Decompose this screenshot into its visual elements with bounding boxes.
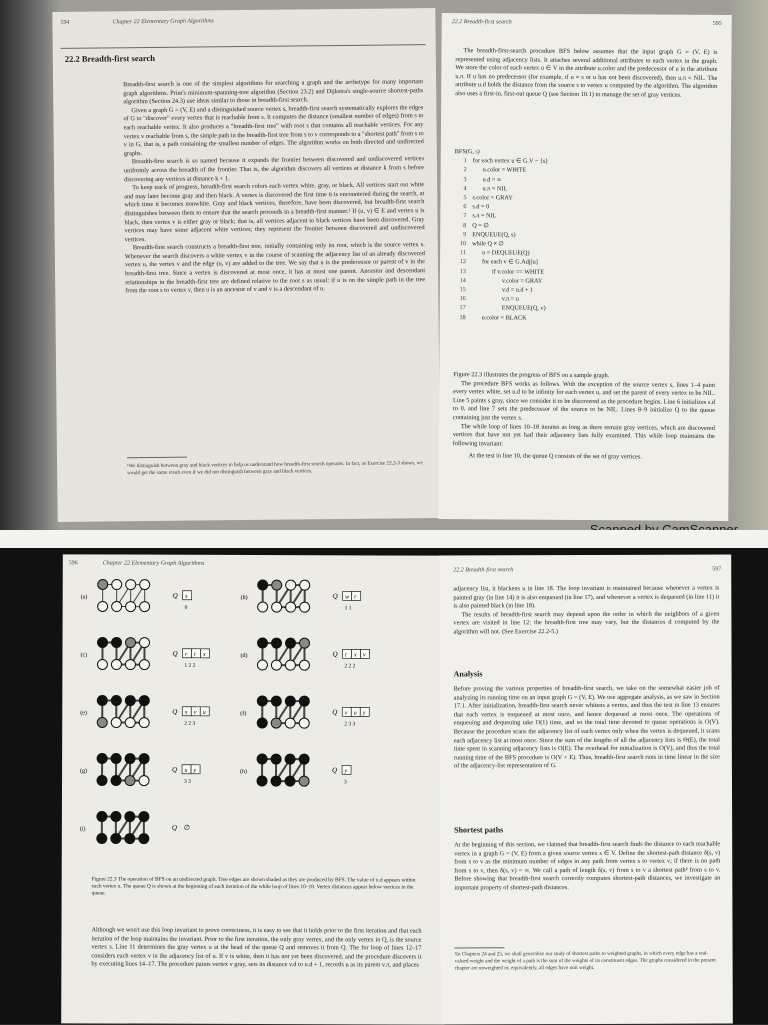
- bfs-panel: [81, 579, 192, 611]
- line-number: 4: [455, 184, 467, 193]
- line-text: v.π = u: [472, 295, 519, 302]
- graph-vertex: [125, 776, 135, 786]
- bfs-panel: [80, 811, 190, 843]
- graph-vertex: [140, 602, 150, 612]
- page-596: [61, 554, 446, 1024]
- queue-label: Q: [172, 824, 177, 832]
- graph-vertex: [299, 718, 309, 728]
- graph-vertex: [125, 718, 135, 728]
- panel-label: (c): [80, 651, 87, 658]
- graph-vertex: [285, 754, 295, 764]
- graph-vertex: [111, 660, 121, 670]
- running-head: Chapter 22 Elementary Graph Algorithms: [103, 560, 205, 566]
- page-number: 595: [713, 21, 722, 27]
- line-number: 7: [454, 212, 466, 221]
- line-number: 6: [454, 202, 466, 211]
- queue-distances: 2 2 3: [184, 721, 195, 727]
- queue-vertex: v: [194, 710, 197, 716]
- graph-vertex: [126, 602, 136, 612]
- graph-vertex: [285, 660, 295, 670]
- line-number: 2: [455, 165, 467, 174]
- bfs-pseudocode: [454, 147, 655, 323]
- page-number: 594: [60, 20, 69, 26]
- graph-vertex: [285, 776, 295, 786]
- header-rule: [61, 44, 426, 49]
- queue-vertex: w: [345, 594, 349, 600]
- line-text: u = DEQUEUE(Q): [472, 249, 530, 256]
- line-text: s.d = 0: [472, 203, 489, 210]
- graph-vertex: [299, 638, 309, 648]
- queue-label: Q: [172, 708, 177, 716]
- graph-vertex: [97, 811, 107, 821]
- queue-distances: 2 3 3: [344, 721, 355, 727]
- line-text: for each vertex u ∈ G.V − {s}: [473, 157, 549, 165]
- queue-vertex: y: [344, 768, 348, 774]
- graph-vertex: [97, 753, 107, 763]
- invariant: At the test in line 10, the queue Q consists of the set of gray vertices.: [453, 452, 715, 462]
- graph-vertex: [97, 637, 107, 647]
- panel-label: (e): [80, 709, 87, 716]
- queue-cell: [342, 649, 351, 658]
- queue-vertex: y: [193, 768, 197, 774]
- queue-distances: 0: [185, 605, 188, 611]
- bfs-panel: [240, 638, 369, 670]
- graph-vertex: [258, 602, 268, 612]
- paragraph: Breadth-first search constructs a breadth-first tree, initially containing only its root, which is the source vertex s. Whenever the search discovers a white vertex v in the course of scanning the adjacency list of an already discovered vertex u, the vertex v and the edge (u, v) are added to the tree. We say that u is the predecessor or parent of v in the breadth-first tree. Since a vertex is discovered at most once, it has at most one parent. Ancestor and descendant relationships in the breadth-first tree are defined relative to the root s as usual: if u is on the simple path in the tree from the root s to vertex v, then u is an ancestor of v and v is a descendant of u.: [125, 241, 426, 296]
- graph-vertex: [139, 638, 149, 648]
- graph-vertex: [258, 580, 268, 590]
- graph-vertex: [97, 695, 107, 705]
- line-number: 8: [454, 221, 466, 230]
- bfs-figure: [62, 572, 446, 873]
- queue-label: Q: [332, 708, 337, 716]
- graph-vertex: [300, 602, 310, 612]
- line-text: u.π = NIL: [473, 185, 508, 192]
- scan-gap: [0, 530, 768, 548]
- queue-vertex: r: [354, 594, 357, 600]
- paragraph: Figure 22.3 illustrates the progress of BFS on a sample graph.: [453, 371, 715, 381]
- queue-vertex: u: [185, 768, 188, 774]
- analysis-text: [454, 685, 720, 772]
- paragraph: Given a graph G = (V, E) and a distinguished source vertex s, breadth-first search systematically explores the edges of G to "discover" every vertex that is reachable from s. It computes the distance (smallest number of edges) from s to each reachable vertex. It also produces a "breadth-first tree" with root s that contains all reachable vertices. For any vertex v reachable from s, the simple path in the breadth-first tree from s to v corresponds to a "shortest path" from s to v in G, that is, a path containing the smallest number of edges. The algorithm works on both directed and undirected graphs.: [123, 104, 424, 159]
- panel-label: (a): [81, 593, 88, 600]
- line-number: 9: [454, 230, 466, 239]
- queue-label: Q: [333, 592, 338, 600]
- queue-label: Q: [332, 766, 337, 774]
- graph-vertex: [139, 776, 149, 786]
- graph-vertex: [139, 812, 149, 822]
- page-597: [439, 554, 733, 1024]
- footnote: ¹We distinguish between gray and black vertices to help us understand how breadth-first search operates. In fact, as Exercise 22.2-3 shows, we would get the same result even if we did not distinguish between gray and black vertices.: [127, 460, 427, 477]
- graph-vertex: [139, 834, 149, 844]
- line-number: 12: [454, 258, 466, 267]
- graph-vertex: [271, 660, 281, 670]
- graph-vertex: [285, 638, 295, 648]
- line-number: 3: [455, 175, 467, 184]
- graph-vertex: [111, 834, 121, 844]
- bfs-panel: [240, 754, 351, 786]
- graph-vertex: [257, 754, 267, 764]
- graph-vertex: [125, 638, 135, 648]
- line-text: if v.color == WHITE: [472, 268, 544, 276]
- graph-vertex: [139, 754, 149, 764]
- intro-text: [455, 47, 717, 100]
- graph-vertex: [271, 696, 281, 706]
- queue-label: Q: [172, 766, 177, 774]
- queue-label: Q: [172, 650, 177, 658]
- graph-vertex: [125, 660, 135, 670]
- graph-vertex: [97, 659, 107, 669]
- panel-label: (g): [80, 767, 87, 774]
- running-head: 22.2 Breadth-first search: [452, 19, 512, 25]
- line-number: 13: [454, 267, 466, 276]
- panel-label: (h): [240, 768, 247, 775]
- graph-vertex: [299, 754, 309, 764]
- graph-vertex: [271, 718, 281, 728]
- line-text: s.color = GRAY: [472, 194, 512, 201]
- queue-label: Q: [173, 592, 178, 600]
- graph-vertex: [286, 602, 296, 612]
- graph-vertex: [111, 696, 121, 706]
- page-number: 597: [712, 567, 721, 573]
- graph-vertex: [111, 638, 121, 648]
- graph-vertex: [257, 776, 267, 786]
- running-head: 22.2 Breadth-first search: [453, 567, 513, 573]
- line-text: u.color = BLACK: [472, 314, 527, 321]
- queue-vertex: y: [362, 710, 366, 716]
- line-text: ENQUEUE(Q, s): [472, 231, 515, 238]
- graph-vertex: [125, 696, 135, 706]
- queue-distances: 3: [344, 779, 347, 785]
- graph-vertex: [139, 718, 149, 728]
- empty-queue: ∅: [184, 824, 190, 832]
- line-number: 15: [454, 285, 466, 294]
- line-number: 14: [454, 276, 466, 285]
- paragraph: The breadth-first-search procedure BFS below assumes that the input graph G = (V, E) is represented using adjacency lists. It attaches several additional attributes to each vertex in the graph. We store the color of each vertex u ∈ V in the attribute u.color and the predecessor of u in the attribute u.π. If u has no predecessor (for example, if u = s or u has not been discovered), then u.π = NIL. The attribute u.d holds the distance from the source s to vertex u computed by the algorithm. The algorithm also uses a first-in, first-out queue Q (see Section 10.1) to manage the set of gray vertices.: [455, 47, 717, 100]
- bfs-panel: [80, 695, 209, 727]
- graph-vertex: [98, 601, 108, 611]
- graph-vertex: [286, 580, 296, 590]
- graph-vertex: [257, 660, 267, 670]
- body-text: [453, 585, 719, 637]
- graph-vertex: [111, 776, 121, 786]
- paragraph: At the beginning of this section, we claimed that breadth-first search finds the distance to each reachable vertex in a graph G = (V, E) from a given source vertex s ∈ V. Define the shortest-path distance δ(s, v) from s to v as the minimum number of edges in any path from vertex s to vertex v; if there is no path from s to v, then δ(s, v) = ∞. We call a path of length δ(s, v) from s to v a shortest path² from s to v. Before showing that breadth-first search correctly computes shortest-path distances, we investigate an important property of shortest-path distances.: [454, 841, 720, 893]
- graph-vertex: [272, 580, 282, 590]
- graph-vertex: [97, 833, 107, 843]
- queue-vertex: t: [345, 652, 347, 658]
- line-number: 1: [455, 156, 467, 165]
- right-shadow: [728, 0, 768, 530]
- paragraph: The while loop of lines 10–18 iterates as long as there remain gray vertices, which are discovered vertices that have not yet had their adjacency lists fully examined. This while loop maintains the following invariant:: [453, 423, 715, 451]
- graph-vertex: [112, 602, 122, 612]
- graph-vertex: [299, 696, 309, 706]
- line-number: 18: [454, 313, 466, 322]
- page-number: 596: [69, 560, 78, 566]
- paragraph: Before proving the various properties of breadth-first search, we take on the somewhat easier job of analyzing its running time on an input graph G = (V, E). We use aggregate analysis, as we saw in Section 17.1. After initialization, breadth-first search never whitens a vertex, and thus the test in line 13 ensures that each vertex is enqueued at most once, and hence dequeued at most once. The operations of enqueuing and dequeuing take O(1) time, and so the total time devoted to queue operations is O(V). Because the procedure scans the adjacency list of each vertex only when the vertex is dequeued, it scans each adjacency list at most once. Since the sum of the lengths of all the adjacency lists is Θ(E), the total time spent in scanning adjacency lists is O(E). The overhead for initialization is O(V), and thus the total running time of the BFS procedure is O(V + E). Thus, breadth-first search runs in time linear in the size of the adjacency-list representation of G.: [454, 685, 720, 772]
- line-text: while Q ≠ ∅: [472, 240, 504, 247]
- shortest-paths-heading: Shortest paths: [454, 825, 503, 834]
- queue-vertex: x: [353, 652, 357, 658]
- graph-vertex: [271, 776, 281, 786]
- queue-distances: 2 2 2: [344, 663, 355, 669]
- graph-vertex: [111, 812, 121, 822]
- graph-vertex: [97, 717, 107, 727]
- graph-vertex: [285, 718, 295, 728]
- paragraph: To keep track of progress, breadth-first search colors each vertex white, gray, or black. All vertices start out white and may later become gray and then black. A vertex is discovered the first time it is encountered during the search, at which time it becomes nonwhite. Gray and black vertices, therefore, have been discovered, but breadth-first search distinguishes between them to ensure that the search proceeds in a breadth-first manner.¹ If (u, v) ∈ E and vertex u is black, then vertex v is either gray or black; that is, all vertices adjacent to black vertices have been discovered. Gray vertices may have some adjacent white vertices; they represent the frontier between discovered and undiscovered vertices.: [124, 181, 425, 244]
- queue-distances: 1 2 2: [184, 663, 195, 669]
- panel-label: (i): [80, 825, 86, 832]
- line-text: Q = ∅: [472, 222, 489, 229]
- paragraph: adjacency list, it blackens u in line 18. The loop invariant is maintained because whenever a vertex is painted gray (in line 14) it is also enqueued (in line 17), and whenever a vertex is dequeued (in line 11) it is also painted black (in line 18).: [453, 585, 719, 612]
- graph-vertex: [111, 718, 121, 728]
- figure-caption: Figure 22.3 The operation of BFS on an undirected graph. Tree edges are shown shaded as they are produced by BFS. The value of u.d appears within each vertex u. The queue Q is shown at the beginning of each iteration of the while loop of lines 10–18. Vertex distances appear below vertices in the queue.: [92, 876, 422, 898]
- footnote: ²In Chapters 24 and 25, we shall generalize our study of shortest paths to weighted graphs, in which every edge has a real-valued weight and the weight of a path is the sum of the weights of its constituent edges. The graphs considered in the present chapter are unweighted or, equivalently, all edges have unit weight.: [455, 951, 721, 972]
- code-title: BFS(G, s): [455, 147, 655, 158]
- graph-vertex: [257, 718, 267, 728]
- graph-vertex: [112, 580, 122, 590]
- paragraph: The procedure BFS works as follows. With the exception of the source vertex s, lines 1–4 paint every vertex white, set u.d to be infinity for each vertex u, and set the parent of every vertex to be NIL. Line 5 paints s gray, since we consider it to be discovered as the procedure begins. Line 6 initializes s.d to 0, and line 7 sets the predecessor of the source to be NIL. Lines 8–9 initialize Q to the queue containing just the vertex s.: [453, 380, 715, 425]
- paragraph: Breadth-first search is so named because it expands the frontier between discovered and undiscovered vertices uniformly across the breadth of the frontier. That is, the algorithm discovers all vertices at distance k from s before discovering any vertices at distance k + 1.: [124, 155, 424, 184]
- queue-vertex: r: [185, 652, 188, 658]
- graph-vertex: [97, 775, 107, 785]
- left-shadow: [0, 0, 60, 530]
- queue-vertex: x: [184, 710, 188, 716]
- body-text: [123, 78, 425, 296]
- line-text: ENQUEUE(Q, v): [472, 305, 546, 313]
- page-594: [52, 8, 440, 522]
- queue-vertex: s: [185, 594, 188, 600]
- graph-vertex: [139, 696, 149, 706]
- panel-label: (f): [240, 710, 246, 717]
- graph-vertex: [271, 638, 281, 648]
- line-text: u.color = WHITE: [473, 167, 527, 174]
- line-text: v.color = GRAY: [472, 277, 543, 284]
- bfs-panel: [80, 637, 209, 669]
- footnote-rule: [127, 457, 187, 459]
- graph-vertex: [125, 834, 135, 844]
- queue-distances: 3 3: [184, 779, 191, 785]
- shortest-paths-text: [454, 841, 720, 893]
- graph-vertex: [125, 754, 135, 764]
- page-595: [438, 13, 732, 521]
- line-number: 17: [454, 304, 466, 313]
- queue-label: Q: [332, 650, 337, 658]
- bfs-panel: [240, 696, 369, 728]
- queue-vertex: v: [345, 710, 348, 716]
- queue-cell: [191, 649, 200, 658]
- paragraph: The results of breadth-first search may depend upon the order in which the neighbors of a given vertex are visited in line 12: the breadth-first tree may vary, but the distances d computed by the algorithm will not. (See Exercise 22.2-5.): [453, 610, 719, 637]
- graph-vertex: [257, 696, 267, 706]
- bfs-panel: [241, 580, 361, 612]
- section-title: 22.2 Breadth-first search: [65, 53, 155, 64]
- queue-distances: 1 1: [345, 605, 352, 611]
- queue-vertex: x: [202, 652, 206, 658]
- analysis-heading: Analysis: [454, 669, 483, 678]
- graph-vertex: [285, 696, 295, 706]
- body-text: [91, 926, 421, 970]
- line-number: 16: [454, 294, 466, 303]
- code-line: [454, 313, 654, 324]
- queue-vertex: t: [194, 652, 196, 658]
- graph-vertex: [271, 754, 281, 764]
- graph-vertex: [111, 754, 121, 764]
- line-number: 11: [454, 248, 466, 257]
- graph-vertex: [299, 776, 309, 786]
- graph-vertex: [140, 580, 150, 590]
- graph-vertex: [126, 580, 136, 590]
- running-head: Chapter 22 Elementary Graph Algorithms: [112, 18, 214, 25]
- graph-vertex: [272, 602, 282, 612]
- graph-vertex: [299, 660, 309, 670]
- line-number: 10: [454, 239, 466, 248]
- graph-vertex: [125, 812, 135, 822]
- line-text: s.π = NIL: [472, 213, 496, 220]
- paragraph: Although we won't use this loop invariant to prove correctness, it is easy to see that it holds prior to the first iteration and that each iteration of the loop maintains the invariant. Prior to the first iteration, the only gray vertex, and the only vertex in Q, is the source vertex s. Line 11 determines the gray vertex u at the head of the queue Q and removes it from Q. The for loop of lines 12–17 considers each vertex v in the adjacency list of u. If v is white, then it has not yet been discovered, and the procedure discovers it by executing lines 14–17. The procedure paints vertex v gray, sets its distance v.d to u.d + 1, records u as its parent v.π, and places: [91, 926, 421, 970]
- line-text: u.d = ∞: [473, 176, 502, 183]
- bfs-panel: [80, 753, 200, 785]
- graph-vertex: [257, 638, 267, 648]
- explanation-text: [453, 371, 716, 463]
- panel-label: (d): [240, 652, 247, 659]
- footnote-rule: [455, 947, 505, 948]
- queue-vertex: u: [203, 710, 206, 716]
- graph-vertex: [98, 579, 108, 589]
- line-text: v.d = u.d + 1: [472, 286, 533, 293]
- queue-vertex: v: [363, 652, 366, 658]
- paragraph: Breadth-first search is one of the simplest algorithms for searching a graph and the archetype for many important graph algorithms. Prim's minimum-spanning-tree algorithm (Section 23.2) and Dijkstra's single-source shortest-paths algorithm (Section 24.3) use ideas similar to those in breadth-first search.: [123, 78, 423, 107]
- panel-label: (b): [241, 594, 248, 601]
- graph-vertex: [300, 580, 310, 590]
- line-text: for each v ∈ G.Adj[u]: [472, 259, 538, 266]
- line-number: 5: [454, 193, 466, 202]
- queue-vertex: u: [354, 710, 357, 716]
- graph-vertex: [139, 660, 149, 670]
- code-lines: [454, 156, 655, 323]
